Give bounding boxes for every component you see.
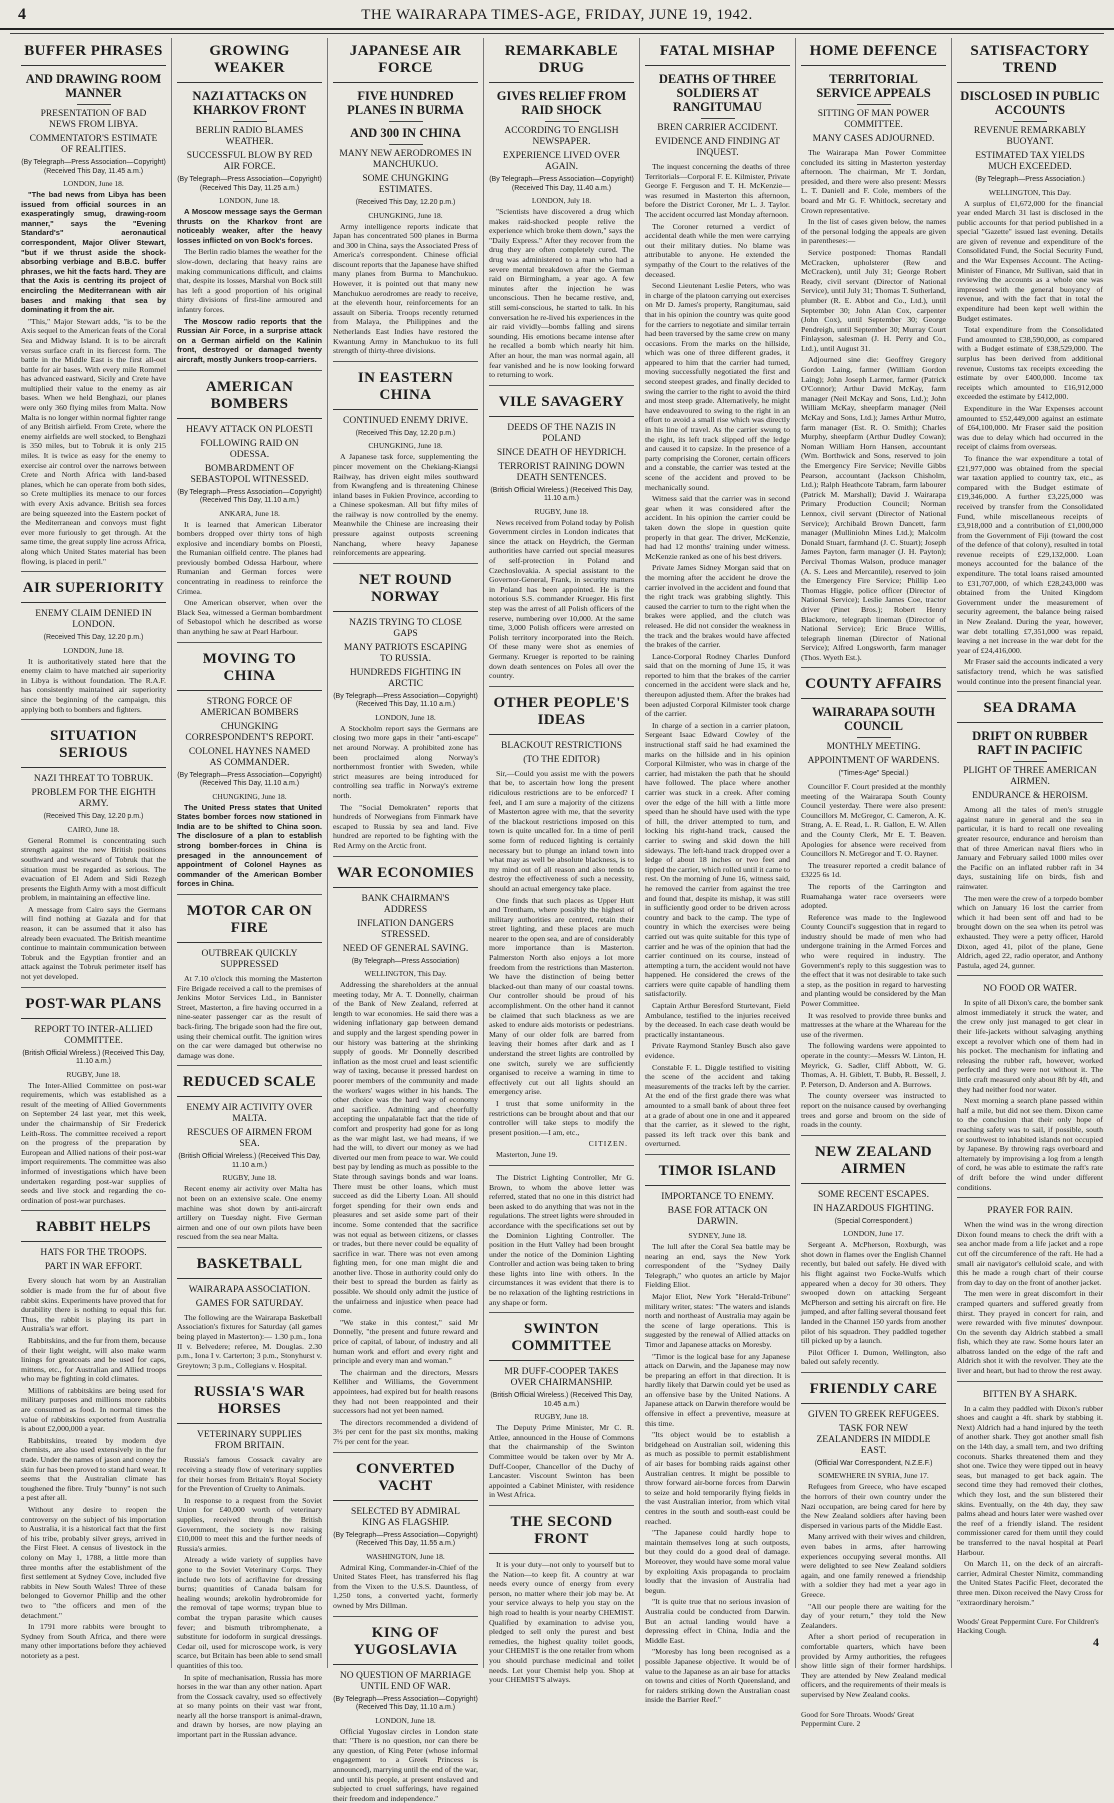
- article: [801, 43, 946, 662]
- column-5: [640, 38, 796, 1705]
- article-deck: COMMENTATOR'S ESTIMATE OF REALITIES.: [29, 134, 158, 155]
- wire-credit: (British Official Wireless.) (Received This Day, 11.10 a.m.): [178, 1153, 321, 1169]
- article-paragraph: The Coroner returned a verdict of accidental death while the men were carrying out their military duties. No blame was attributable to anyone. He extended the sympathy of the Court to the relatives of the deceased.: [645, 221, 790, 279]
- article-headline: AIR SUPERIORITY: [21, 580, 166, 603]
- article-paragraph: Among all the tales of men's struggle against nature in general and the sea in particular, it is hard to recall one revealing greater resource, endurance and heroism than that of three American naval fliers who in January and February sailed 1000 miles over the Pacific on an inflated rubber raft in 34 days, sustaining life on birds, fish and rainwater.: [957, 805, 1103, 891]
- letter-place-date: Masterton, June 19.: [496, 1150, 558, 1160]
- article-deck: BANK CHAIRMAN'S ADDRESS: [361, 893, 450, 915]
- article-deck: DEEDS OF THE NAZIS IN POLAND: [507, 422, 616, 444]
- article-paragraph: Mr Fraser said the accounts indicated a very satisfactory trend, which he was satisfied would continue into the present financial year.: [957, 657, 1103, 686]
- article-headline: CONVERTED VACHT: [333, 1461, 478, 1501]
- article-paragraph: After a short period of recuperation in comfortable quarters, which have been provided by Army authorities, the refugees show little sign of their former hardships. They are attended by New Zealand medical officers, and the requirements of their meals is supervised by New Zealand cooks.: [801, 1632, 946, 1699]
- column-1: [16, 38, 172, 1668]
- letter-signature: CITIZEN.: [588, 1139, 628, 1149]
- article-paragraph: The county overseer was instructed to report on the nuisance caused by overhanging trees and gorse and broom on the side of roads in the county.: [801, 1091, 946, 1130]
- article-headline: THE SECOND FRONT: [489, 1514, 634, 1554]
- article-paragraph: Russia's famous Cossack cavalry are receiving a steady flow of veterinary supplies for their horses from Britain's Royal Society for the Prevention of Cruelty to Animals.: [177, 1455, 322, 1494]
- article-paragraph: In response to a request from the Soviet Union for £40,000 worth of veterinary supplies, received through the British Government, the society is now raising £10,000 to meet this and the further needs of Russia's armies.: [177, 1495, 322, 1553]
- dateline: WASHINGTON, June 18.: [366, 1551, 445, 1561]
- article-paragraph: It is authoritatively stated here that the enemy claim to have matched air superiority in Libya is without foundation. The R.A.F. has consistently maintained air superiority since the beginning of the campaign, this applying both to bombers and fighters.: [21, 656, 166, 714]
- article-deck: BITTEN BY A SHARK.: [982, 1389, 1078, 1400]
- wire-credit: (Received This Day, 12.20 p.m.): [43, 634, 144, 642]
- article-subheadline: NAZI ATTACKS ON KHARKOV FRONT: [192, 89, 307, 117]
- newspaper-title: THE WAIRARAPA TIMES-AGE, FRIDAY, JUNE 19, 1942.: [361, 7, 753, 23]
- article: [21, 571, 166, 714]
- article-deck: GAMES FOR SATURDAY.: [195, 1298, 304, 1309]
- article-paragraph: General Rommel is concentrating such strength against the new British positions southward and westward of Tobruk that the situation must be regarded as serious. The evacuation of El Adem and Sidi Rezegh presents the Eighth Army with a most difficult problem, in maintaining an effective line.: [21, 835, 166, 903]
- article: [21, 719, 166, 981]
- article-paragraph: A Japanese task force, supplementing the pincer movement on the Chekiang-Kiangsi Railway, has driven eight miles southward from Kwangfeng and is threatening Chinese inland bases in Fukien Province, according to a Chinese spokesman. All but fifty miles of the railway is now controlled by the enemy. Meanwhile the Chinese are increasing their pressure against outposts screening Nanchang, where heavy Japanese reinforcements are appearing.: [333, 452, 478, 558]
- article-paragraph: A message from Cairo says the Germans will find nothing at Gazala and for that reason, it can be assumed that it also has already been evacuated. The British meantime continue to maintain communication between Tobruk and the Egyptian frontier and an attack against the Tobruk perimeter itself has not yet developed.: [21, 904, 166, 982]
- article-deck: MONTHLY MEETING.: [826, 742, 921, 753]
- corner-number: 4: [1093, 1635, 1099, 1650]
- article-subheadline: AND DRAWING ROOM MANNER: [25, 72, 162, 100]
- dateline: CHUNGKING, June 18.: [368, 441, 443, 451]
- dateline: RUGBY, June 18.: [222, 1173, 277, 1183]
- article-paragraph: Rabbitskins, and the fur from them, because of their light weight, will also make warm linings for greatcoats and be used for caps, mittens, etc., for Australian and Allied troops who may be fighting in cold climates.: [21, 1335, 166, 1384]
- article: [645, 43, 790, 1149]
- article: [177, 1065, 322, 1242]
- article-paragraph: The lull after the Coral Sea battle may be nearing an end, says the New York correspondent of the "Sydney Daily Telegraph," who quotes an article by Major Fielding Eliot.: [645, 1241, 790, 1290]
- article-paragraph: A surplus of £1,672,000 for the financial year ended March 31 last is disclosed in the public accounts for that period published in a special "Gazette" issued last evening. Details are given of revenue and expenditure of the Consolidated Fund, the Social Security Fund, and the War Expenses Account. The Acting-Minister of Finance, Mr Sullivan, said that in reviewing the accounts as a whole one was impressed with the general buoyancy of revenue, and with the fact that in total the expenditure had been kept well within the Budget estimates.: [957, 198, 1103, 323]
- article-paragraph: Refugees from Greece, who have escaped the horrors of their own country under the Nazi occupation, are being cared for here by the New Zealand soldiers after having been dispersed in various parts of the Middle East.: [801, 1482, 946, 1530]
- article-headline: TIMOR ISLAND: [645, 1163, 790, 1186]
- wire-credit: (By Telegraph—Press Association—Copyright) (Received This Day, 11.10 a.m.): [177, 771, 322, 788]
- article-paragraph: "Moresby has long been recognised as a possible Japanese objective. It would be of value to the Japanese as an air base for attacks on towns and cities of North Queensland, and for raiders striking down the Australian coast inside the Barrier Reef.": [645, 1647, 790, 1705]
- article-paragraph: Sir,—Could you assist me with the powers that be, to ascertain how long the present ridiculous restrictions are to be enforced? I feel, and I am sure a majority of the citizens of Masterton agree with me, that the severity of the blackout restrictions imposed on this town is quite uncalled for. In a time of peril some form of reduced lighting is certainly necessary but to plunge an inland town into what may as well be absolute blackness, is to my mind out of all reason and also tends to destroy the effectiveness of such a necessity, should an actual emergency take place.: [489, 768, 634, 893]
- article-paragraph: The Berlin radio blames the weather for the slow-down, declaring that heavy rains are making communications difficult, and claims that, despite its losses, Marshal von Bock still has left a good proportion of his original thirty divisions of first-line armoured and infantry forces.: [177, 247, 322, 314]
- article-paragraph: Adjourned sine die: Geoffrey Gregory Gordon Laing, farmer (William Gordon Laing); John Joseph Larmer, farmer (Patrick O'Connor); Arthur David McKay, farm manager (Neil McKay and Sons, Ltd.); John William McKay, sheepfarm manager (Neil McKay and Sons, Ltd.); James Arthur Mutro, farm manager (Est. R. O. Smith); Charles Murphy, sheepfarm (Arthur Dudley Cowan); Noman William Horn Hansen, accountant (Wm. Borthwick and Sons, reserved to join the Emergency Fire Service; Neville Gibbs Pearson, accountant (Jackson Chisholm, Ltd.); Ralph Heathcote Tabram, farm labourer (Patrick M. Marshall); David J. Wairarapa Primary Production Council; Norman Lennox, civil servant (Director of National Service); Archibald Brown Dancett, farm manager (Mulliniohn Mines Ltd.); Malcolm Donald Stuart, farmhand (J. C. Stuart); Joseph James Payton, farm manager (J. H. Payton); Percival Thomas Walson, produce manager (A. S. Lees and Mercantile), reserved to join the Emergency Fire Service; Phillip Leo Thomas Higgie, police officer (Director of National Service); Leslie James Coe, tractor driver (Pinet Bros.); Robert Henry Blackmore, telegraph lineman (Director of National Service); Eric Bruce Willis, telegraph lineman (Director of National Service); Alfred Longsworth, farm manager (Thos. Wyeth Est.).: [801, 355, 946, 662]
- article-paragraph: "This," Major Stewart adds, "is to be the Axis sequel to the American feats of the Coral Sea and Midway Island. It is to be aircraft versus surface craft in its fiercest form. The battle in the Middle East is the first all-out battle for air bases. With every mile Rommel has advanced eastward, Sicily and Crete have multiplied their value to the enemy as air bases. When we held Benghazi, our planes were only 360 flying miles from Malta. Now Malta is no longer within normal fighter range of any British airfield. From Crete, where the enemy airfields are well stocked, to Benghazi is 350 miles, but to Tobruk it is only 215 miles. It is twice as easy for the enemy to exercise air control over the narrows between Crete and North Africa with land-based planes, which he can operate from both sides, so Crete multiplies its menace to our forces with every Axis advance. British sea forces are being squeezed into the Eastern pocket of the Mediterranean and convoys must fight ever more furiously to get through. At the same time, the great supply line across Africa, along which United States material has been flowing, is placed in peril.": [21, 316, 166, 566]
- article-deck: HATS FOR THE TROOPS.: [40, 1248, 147, 1259]
- article-deck: COLONEL HAYNES NAMED AS COMMANDER.: [188, 746, 311, 768]
- article-headline: NEW ZEALAND AIRMEN: [801, 1144, 946, 1184]
- article-subheadline: TERRITORIAL SERVICE APPEALS: [816, 72, 931, 100]
- article-deck: MANY NEW AERODROMES IN MANCHUKUO.: [339, 149, 472, 170]
- article-deck: APPOINTMENT OF WARDENS.: [807, 756, 940, 767]
- wire-credit: (By Telegraph—Press Association—Copyright) (Received This Day, 11.40 a.m.): [489, 176, 634, 192]
- article-subheadline: FIVE HUNDRED PLANES IN BURMA: [347, 89, 464, 117]
- article-paragraph: Total expenditure from the Consolidated Fund amounted to £38,590,000, as compared with a Budget estimate of £38,529,000. The surplus has been derived from additional revenue, Customs tax receipts exceeding the estimate by over £400,000. Income tax receipts which amounted to £16,912,000 exceeded the estimate by £412,000.: [957, 325, 1103, 402]
- article-deck: ENEMY AIR ACTIVITY OVER MALTA.: [186, 1103, 313, 1125]
- article-headline: HOME DEFENCE: [801, 43, 946, 66]
- article-deck: ESTIMATED TAX YIELDS MUCH EXCEEDED.: [975, 151, 1085, 172]
- article-deck: ENEMY CLAIM DENIED IN LONDON.: [35, 609, 152, 631]
- article-subheadline: DRIFT ON RUBBER RAFT IN PACIFIC: [972, 729, 1088, 758]
- article-paragraph: In a calm they paddled with Dixon's rubber shoes and caught a 4ft. shark by stabbing it. Next) Aldrich had a hand injured by the teeth of another shark. They got another small fish on the 14th day, a small tern, and two drifting coconuts. Sharks threatened them and they shot one. Twice they were tipped out in heavy seas, but managed to get back again. The second time they had removed their clothes, which they lost, and the sun blistered their skins. Eventually, on the 4th day, they saw palms ahead and hours later were washed over the reef of a friendly island. The resident commissioner cared for them until they could be transferred to the naval hospital at Pearl Harbour.: [957, 1403, 1103, 1557]
- article-headline: REDUCED SCALE: [177, 1074, 322, 1097]
- article-headline: POST-WAR PLANS: [21, 996, 166, 1019]
- article-paragraph: Private Raymond Stanley Busch also gave evidence.: [645, 1041, 790, 1061]
- article-paragraph: Every slouch hat worn by an Australian soldier is made from the fur of about five rabbit skins. Experiments have proved that for durability there is nothing to equal this fur. Thus, the rabbit is playing its part in Australia's war effort.: [21, 1276, 166, 1334]
- article-paragraph: "Timor is the logical base for any Japanese attack on Darwin, and the Japanese may now be preparing an effort in that direction. It is hardly likely that Darwin could yet be used as an offensive base by the United Nations. A Japanese attack on Darwin therefore would be offensive in effect a preventive, measure at this time.: [645, 1351, 790, 1428]
- article-deck: (TO THE EDITOR): [523, 754, 600, 765]
- wire-credit: (By Telegraph—Press Association—Copyright) (Received This Day, 11.45 a.m.): [21, 159, 166, 175]
- headline-rule: [77, 104, 111, 105]
- article-paragraph: In spite of all Dixon's care, the bomber sank almost immediately it struck the water, and the crew only just managed to get clear in their life-jackets without salvaging anything except a revolver which one of them had in his pocket. The mechanism for inflating and releasing the rubber raft, however, worked perfectly and they were not without it. The little craft measured only about 8ft by 4ft, and they had neither food nor water.: [957, 998, 1103, 1094]
- dateline: LONDON, June 18.: [63, 179, 124, 188]
- article: [333, 43, 478, 356]
- article-paragraph: Witness said that the carrier was in second gear when it was considered after the accident. In his opinion the carrier could be taken down the slope in question quite properly in that gear. The driver, McKenzie, had had 12 months' training under witness. McKenzie ranked as one of his best drivers.: [645, 494, 790, 561]
- article-headline: BUFFER PHRASES: [21, 43, 166, 66]
- wire-credit: (British Official Wireless.) (Received This Day, 11.10 a.m.): [22, 1049, 165, 1066]
- dateline: LONDON, June 18.: [63, 645, 124, 655]
- article-paragraph: The Wairarapa Man Power Committee concluded its sitting in Masterton yesterday afternoon. The chairman, Mr T. Jordan, presided, and there were also present: Messrs L. T. Daniell and F. Cole, members of the board and Mr G. F. Whitlock, secretary and Crown representative.: [801, 148, 946, 215]
- masthead-rule: [10, 33, 1104, 34]
- article-headline: SWINTON COMMITTEE: [489, 1321, 634, 1361]
- headline-rule: [857, 104, 891, 105]
- article-headline: KING OF YUGOSLAVIA: [333, 1625, 478, 1665]
- article-deck: ACCORDING TO ENGLISH NEWSPAPER.: [504, 126, 619, 147]
- article-deck: GIVEN TO GREEK REFUGEES.: [807, 1409, 940, 1420]
- article-paragraph: Pilot Officer I. Dumon, Wellington, also baled out safely recently.: [801, 1347, 946, 1367]
- article: [957, 691, 1103, 970]
- article-paragraph: On March 11, on the deck of an aircraft-carrier, Admiral Chester Nimitz, commanding the United States Pacific Fleet, decorated the three men. Dixon received the Navy Cross for "extraordinary heroism.": [957, 1559, 1103, 1607]
- headline-rule: [1013, 761, 1047, 762]
- article-paragraph: The directors recommended a dividend of 3½ per cent for the past six months, making 7½ per cent for the year.: [333, 1417, 478, 1446]
- headline-rule: [1013, 121, 1047, 122]
- article-deck: MR DUFF-COOPER TAKES OVER CHAIRMANSHIP.: [504, 1367, 619, 1389]
- dateline: SYDNEY, June 18.: [688, 1230, 747, 1240]
- masthead: [0, 0, 1114, 30]
- article-deck: SUCCESSFUL BLOW BY RED AIR FORCE.: [186, 151, 313, 172]
- article-deck: EXPERIENCE LIVED OVER AGAIN.: [502, 151, 621, 172]
- article-paragraph: In the list of cases given below, the names of the personal lodging the appeals are given in parentheses:—: [801, 217, 946, 246]
- article-deck: REVENUE REMARKABLY BUOYANT.: [973, 126, 1087, 147]
- article-paragraph: Captain Arthur Beresford Sturtevant, Field Ambulance, testified to the injuries received by the deceased. In each case death would be practically instantaneous.: [645, 1001, 790, 1039]
- article-subheadline: WAIRARAPA SOUTH COUNCIL: [811, 705, 936, 734]
- article: [801, 1372, 946, 1700]
- article-paragraph: To finance the war expenditure a total of £21,977,000 was obtained from the special war taxation applied to country tax, etc., as compared with the Budget estimate of £19,346,000. A further £3,225,000 was received by transfer from the Consolidated Fund, while miscellaneous receipts of £3,918,000 and a contribution of £1,000,000 from the Government of Fiji (toward the cost of the defence of that colony), resulted in total revenue receipts of £29,132,000. Loan moneys accounted for the balance of the expenditure. The total loans raised amounted to £31,707,000, of which £28,243,000 was obtained from the United Kingdom Government under the measurement of security agreement, the balance being raised in New Zealand. During the year, however, war debt totalling £7,351,000 was repaid, leaving a net increase in the war debt for the year of £24,416,000.: [957, 453, 1103, 655]
- wire-credit: (Received This Day, 12.20 p.m.): [43, 813, 144, 821]
- article: [21, 987, 166, 1206]
- wire-credit: (Official War Correspondent, N.Z.E.F.): [814, 1459, 933, 1467]
- article: [333, 361, 478, 558]
- article: [489, 1312, 634, 1500]
- article-deck: BLACKOUT RESTRICTIONS: [501, 740, 622, 751]
- article-paragraph: Admiral King, Commander-in-Chief of the United States Fleet, has transferred his flag from the Vixen to the U.S.S. Dauntless, of 1,250 tons, a converted yacht, formerly owned by Mrs Dillman.: [333, 1562, 478, 1610]
- article-headline: WAR ECONOMIES: [333, 865, 478, 888]
- article: [177, 894, 322, 1060]
- article-subheadline: AND 300 IN CHINA: [350, 126, 461, 140]
- article-deck: IMPORTANCE TO ENEMY.: [661, 1191, 774, 1202]
- advertisement: Good for Sore Throats. Woods' Great Peppermint Cure. 2: [801, 1709, 915, 1728]
- wire-credit: (By Telegraph—Press Association): [351, 957, 460, 965]
- headline-rule: [233, 121, 267, 122]
- article: [489, 385, 634, 681]
- article-paragraph: The Deputy Prime Minister, Mr C. R. Attlee, announced in the House of Commons that the chairmanship of the Swinton Committee would be taken over by Mr A. Duff-Cooper, Chancellor of the Duchy of Lancaster. Viscount Swinton has been appointed a Cabinet Minister, with residence in West Africa.: [489, 1423, 634, 1500]
- article-paragraph: Official Yugoslav circles in London state that: "There is no question, nor can there be any question, of King Peter (whose informal engagement to a Greek Princess is announced), marrying until the end of the war, and until his people, at present enslaved and subjected to cruel sufferings, have regained their freedom and independence.": [333, 1726, 478, 1803]
- article-paragraph: The Inter-Allied Committee on post-war requirements, which was established as a result of the meeting of Allied Governments on September 24 last year, met this week, under the chairmanship of Sir Frederick Leith-Ross. The committee received a report on the progress of the preparation by European and Allied nations of their post-war import requirements. The committee was also informed of investigations which have been undertaken regarding post-war supplies of seeds and live stock and regarding the co-ordination of post-war purchases.: [21, 1080, 166, 1205]
- article-headline: SITUATION SERIOUS: [21, 728, 166, 768]
- dateline: RUGBY, June 18.: [534, 1412, 589, 1422]
- article-deck: HUNDREDS FIGHTING IN ARCTIC: [349, 667, 462, 689]
- wire-credit: (By Telegraph—Press Association—Copyright) (Received This Day, 11.10 a.m.): [333, 1695, 478, 1712]
- article-deck: TERRORIST RAINING DOWN DEATH SENTENCES.: [498, 461, 625, 483]
- article-paragraph: Rabbitskins, treated by modern dye chemists, are also used extensively in the fur trade. Under the names of jason and coney the skin fur has been proved to stand hard wear. It seems that the Australian climate has toughened the fibre. Truly "bunny" is not such a pest after all.: [21, 1435, 166, 1503]
- article: [21, 1210, 166, 1660]
- article-paragraph: "It is quite true that no serious invasion of Australia could be conducted from Darwin. But an actual landing would have a depressing effect in China, India and the Middle East.: [645, 1597, 790, 1645]
- article-deck: SOME CHUNGKING ESTIMATES.: [362, 174, 449, 195]
- dateline: LONDON, June 18.: [375, 1715, 436, 1725]
- article-headline: NET ROUND NORWAY: [333, 572, 478, 612]
- article-paragraph: Lance-Corporal Rodney Charles Dunford said that on the morning of June 15, it was reported to him that the brakes of the carrier concerned in the accident were slack and he, thereupon adjusted them. After the brakes had been adjusted Corporal Kilmister took charge of the carrier.: [645, 651, 790, 719]
- article-deck: SOME RECENT ESCAPES.: [818, 1189, 929, 1200]
- dateline: LONDON, July 18.: [531, 196, 592, 205]
- article-deck: REPORT TO INTER-ALLIED COMMITTEE.: [34, 1024, 153, 1046]
- column-2: [172, 38, 328, 1740]
- article-paragraph: At 7.10 o'clock this morning the Masterton Fire Brigade received a call to the premises of Jenkins Motor Services Ltd., in Bannister Street, Masterton, a fire having occurred in a nine-seater passenger car as the result of back-firing. The brigade soon had the fire out, using their chemical outfit. The ignition wires on the car were damaged but otherwise no damage was done.: [177, 973, 322, 1060]
- article-deck: NO FOOD OR WATER.: [983, 984, 1077, 995]
- headline-rule: [701, 118, 735, 119]
- article-headline: COUNTY AFFAIRS: [801, 676, 946, 699]
- article-deck: RESCUES OF AIRMEN FROM SEA.: [187, 1128, 312, 1150]
- article-paragraph: Service postponed: Thomas Randall McCracken, upholsterer (Rew and McCracken), until July 31; George Robert Ready, civil servant (Director of National Service), until July 31; Thomas T. Sutherland, plumber (R. E. Abbot and Co., Ltd.), until September 30; John Alan Cox, carpenter (John Cox), until September 30; George Pendreigh, until September 30; Murray Court Finlayson, salesman (J. H. Perry and Co., Ltd.), until August 31.: [801, 247, 946, 353]
- dateline: CHUNGKING, June 18.: [212, 791, 287, 801]
- article-headline: MOTOR CAR ON FIRE: [177, 903, 322, 943]
- article-paragraph: Many arrived with their wives and children, even babes in arms, after harrowing experiences occupying several months. All were delighted to see New Zealand soldiers again, and one family renewed a friendship with a soldier they had met a year ago in Greece.: [801, 1532, 946, 1599]
- article-deck: IN HAZARDOUS FIGHTING.: [813, 1203, 934, 1214]
- article-deck: PART IN WAR EFFORT.: [44, 1262, 143, 1273]
- article: [333, 856, 478, 1447]
- article-deck: CONTINUED ENEMY DRIVE.: [343, 415, 468, 426]
- article-headline: FRIENDLY CARE: [801, 1381, 946, 1404]
- dateline: WELLINGTON, This Day.: [364, 969, 447, 979]
- article-paragraph: Councillor F. Court presided at the monthly meeting of the Wairarapa South County Council yesterday. There were also present: Councillors M. McGregor, C. Cameron, A. K. Strang, A. E. Read, L. R. Gallon, E. W. Allen and the County Clerk, Mr E. T. Beaven. Apologies for absence were received from Councillors N. McGregor and T. O. Rayner.: [801, 781, 946, 859]
- article: [333, 1616, 478, 1803]
- article-paragraph: Major Eliot, New York "Herald-Tribune" military writer, states: "The waters and islands north and northeast of Australia may again be the scene of large operations. This is suggested by the renewal of Allied attacks on Timor and Japanese attacks on Moresby.: [645, 1291, 790, 1349]
- article: [177, 1375, 322, 1739]
- article-paragraph: In charge of a section in a carrier platoon, Sergeant Isaac Edward Cowley of the instructional staff said he had examined the marks on the hillside and in his opinion Corporal Kilmister, who was in charge of the carrier, had mistaken the path that he should have followed. The place where another carrier was stuck in a creek. After coming over the edge of the hill with a little more speed than he should have used with the type of hill, the driver attempted to turn, and locking his right-hand track, caused the carrier to swing and skid down the hill sideways. The left-hand track dropped over a ledge of about 18 inches or two feet and tipped the carrier, which rolled until it came to rest. On the morning of June 16, witness said, he removed the carrier from against the tree and found that, despite its mishap, it was still in sufficiently good order to be driven across country and back to the camp. The type of country in which the exercises were being carried out was quite suitable for this type of carrier and he was of the opinion that had the carrier continued on its course, instead of attempting a turn, the accident would not have happened. He considered the crews of the carriers were quite capable of handling them satisfactorily.: [645, 720, 790, 999]
- article-paragraph: When the wind was in the wrong direction Dixon found means to check the drift with a sea anchor made from a life jacket and a rope cut off the circumference of the raft. He had a small air navigator's celluloid scale, and with this he made a rough chart of their course from day to day on the front of another jacket.: [957, 1220, 1103, 1287]
- article-paragraph: The Moscow radio reports that the Russian Air Force, in a surprise attack on a German airfield on the Kalinin front, destroyed or damaged twenty aircraft, mostly Junkers troop-carriers.: [177, 316, 322, 364]
- article-deck: BREN CARRIER ACCIDENT.: [657, 123, 778, 133]
- wire-credit: (By Telegraph—Press Association—Copyright) (Received This Day, 11.10 a.m.): [333, 692, 478, 709]
- article-paragraph: Already a wide variety of supplies have gone to the Soviet Veterinary Corps. They include two lots of acriflavine for dressing burns; quantities of Canada balsam for healing wounds; arekolin hydrobromide for the removal of tape worms; trypan blue to combat the trypan parasite which causes fever; and bismuth tribromphenate, a substitute for iodoform in surgical dressings. Cedar oil, used for microscope work, is very scarce, but Britain has been able to send small quantities of this too.: [177, 1555, 322, 1670]
- wire-credit: (By Telegraph—Press Association—Copyright) (Received This Day, 11.55 a.m.): [333, 1531, 478, 1548]
- article-paragraph: Sergeant A. McPherson, Roxburgh, was shot down in flames over the English Channel recently, but baled out safely. He dived with his flight against two Focke-Wulfs which appeared when a decoy for 30 others. They swooped down on attacking Sergeant McPherson and setting his aircraft on fire. He jumped, and after falling several thousand feet landed in the Channel 150 yards from another pilot of his squadron. They paddled together till picked up by a launch.: [801, 1240, 946, 1346]
- article-headline: SEA DRAMA: [957, 700, 1103, 723]
- dateline: RUGBY, June 18.: [66, 1069, 121, 1079]
- article-paragraph: "The bad news from Libya has been issued from official sources in an exasperatingly smug, drawing-room manner," says the "Evening Standard's" aeronautical correspondent, Major Oliver Stewart, "but if we thrust aside the shock-absorbing verbiage and B.B.C. buffer phrases, we hit the facts hard. They are that the Axis is centring its project of encircling the Mediterranean with air bases and making that sea by dominating it from the air.: [21, 190, 166, 315]
- article-deck: BASE FOR ATTACK ON DARWIN.: [667, 1205, 768, 1227]
- article-deck: SITTING OF MAN POWER COMMITTEE.: [817, 109, 930, 130]
- article: [333, 1452, 478, 1611]
- article-paragraph: "All our people there are waiting for the day of your return," they told the New Zealanders.: [801, 1601, 946, 1630]
- article-deck: MANY PATRIOTS ESCAPING TO RUSSIA.: [343, 642, 468, 664]
- article-paragraph: A Stockholm report says the Germans are closing two more gaps in their "anti-escape" net around Norway. A prohibited zone has been proclaimed along Norway's northernmost frontier with Sweden, while strict measures are being introduced for controlling sea traffic in Norway's extreme north.: [333, 723, 478, 800]
- advertisement: Woods' Great Peppermint Cure. For Children's Hacking Cough.: [957, 1617, 1099, 1636]
- article-paragraph: Millions of rabbitskins are being used for military purposes and millions more rabbits are consumed as food. In normal times the value of rabbitskins exported from Australia is about £2,000,000 a year.: [21, 1385, 166, 1434]
- article-deck: BOMBARDMENT OF SEBASTOPOL WITNESSED.: [190, 463, 309, 485]
- article-paragraph: The reports of the Carrington and Ruamahanga water race overseers were adopted.: [801, 881, 946, 911]
- article-subheadline: GIVES RELIEF FROM RAID SHOCK: [496, 89, 627, 117]
- article-paragraph: The following are the Wairarapa Basketball Association's fixtures for Saturday (all games being played in Masterton):— 1.30 p.m., Iona II v. Belvedere; referee, M. Douglas. 2.30 p.m., Iona I v. Carterton; 3 p.m., Stonyhurst v. Greytown; 3 p.m., Collegians v. Hospital.: [177, 1312, 322, 1370]
- article: [957, 1381, 1103, 1607]
- article-paragraph: The following wardens were appointed to operate in the county:—Messrs W. Linton, H. Meyrick, G. Sadler, Cliff Abbott, W. G. Thomas, A. H. Giblett, T. Bubb, R. Bessell, J. P. Peterson, D. Anderson and A. Burrows.: [801, 1041, 946, 1089]
- wire-credit: ("Times-Age" Special.): [838, 770, 909, 778]
- article-paragraph: "The Japanese could hardly hope to maintain themselves long at such outposts, but they could do a good deal of damage. Moreover, they would have some moral value by exploiting Axis propaganda to proclaim loudly that the invasion of Australia had begun.: [645, 1528, 790, 1595]
- article-subheadline: DISCLOSED IN PUBLIC ACCOUNTS: [960, 89, 1100, 117]
- article: [489, 686, 634, 1160]
- article-headline: RABBIT HELPS: [21, 1219, 166, 1242]
- article-deck: BERLIN RADIO BLAMES WEATHER.: [195, 126, 304, 147]
- dateline: LONDON, June 18.: [219, 196, 280, 205]
- wire-credit: (Special Correspondent.): [834, 1217, 913, 1225]
- article-deck: FOLLOWING RAID ON ODESSA.: [200, 438, 299, 460]
- article-deck: SINCE DEATH OF HEYDRICH.: [496, 447, 627, 458]
- article-paragraph: Reference was made to the Inglewood County Council's suggestion that in regard to industry should be made of men who had undergone training in the Armed Forces and who were required in industry. The Government's reply to this suggestion was to the effect that it was not desirable to take such a step, as the position in regard to harvesting and planting would be considered by the Man Power Committee.: [801, 912, 946, 1009]
- dateline: CAIRO, June 18.: [67, 824, 120, 834]
- article-paragraph: It is your duty—not only to yourself but to the Nation—to keep fit. A country at war needs every ounce of energy from every person, no matter where their job may be. At your service always to help you stay on the high road to health is your nearby CHEMIST. Qualified by examination to advise you, pledged to sell only the purest and best remedies, the highest quality toilet goods, your CHEMIST is the one retailer from whom you should purchase medicinal and toilet needs. Let your Chemist help you. Shop at your CHEMIST'S always.: [489, 1560, 634, 1685]
- article-paragraph: The chairman and the directors, Messrs Kelliher and Williams, the Government appointees, had expired but for health reasons they had not been reappointed and their successors had not yet been named.: [333, 1367, 478, 1416]
- article: [957, 1197, 1103, 1376]
- article: [333, 563, 478, 851]
- wire-credit: (Received This Day, 12.20 p.m.): [355, 199, 456, 206]
- article: [801, 1135, 946, 1367]
- article-headline: MOVING TO CHINA: [177, 651, 322, 691]
- article: [177, 370, 322, 637]
- article-paragraph: "We stake in this contest," said Mr Donnelly, "the present and future reward and price of capital, of labour, of industry and all human work and effort and every right and principle and every man and woman.": [333, 1317, 478, 1366]
- article-paragraph: The inquest concerning the deaths of three Territorials—Corporal F. E. Kilmister, Private George F. Ferguson and T. H. McKenzie—was resumed in Masterton this afternoon, before the District Coroner, Mr L. J. Taylor. The accident occurred last Monday afternoon.: [645, 162, 790, 219]
- article-headline: FATAL MISHAP: [645, 43, 790, 66]
- dateline: RUGBY, June 18.: [534, 506, 589, 516]
- article: [177, 1247, 322, 1371]
- article: [957, 975, 1103, 1192]
- article-deck: PLIGHT OF THREE AMERICAN AIRMEN.: [963, 766, 1097, 788]
- headline-rule: [545, 121, 579, 122]
- article-paragraph: Next morning a search plane passed within half a mile, but did not see them. Dixon came to the conclusion that their only hope of reaching safety was to sail, if possible, south or southwest to inhabited islands not occupied by Japanese. By throwing rags overboard and alternately by improvising a log from a length of cord, he was able to estimate the raft's rate of drift before the wind under different conditions.: [957, 1096, 1103, 1192]
- article-paragraph: News received from Poland today by Polish Government circles in London indicates that since the attack on Heydrich, the German authorities have carried out special measures of self-protection in Poland and Czechoslovakia. A special assistant to the Governor-General, Frank, in security matters in Poland has been appointed. He is the notorious S.S. commander Krueger. His first step was the arrest of all Polish officers of the reserve, numbering over 10,000. At the same time, 3,000 Polish officers were arrested on Polish territory incorporated into the Reich. Of these many were shot as enemies of Germany. Krueger is reported to be raining down death sentences on Poles all over the country.: [489, 517, 634, 681]
- article-deck: INFLATION DANGERS STRESSED.: [357, 918, 454, 940]
- article-paragraph: In spite of mechanisation, Russia has more horses in the war than any other nation. Apart from the Cossack cavalry, used so effectively at so many points on their vast war front, nearly all the horse transport is animal-drawn, and drawn by horses, are now playing an important part in the Russian advance.: [177, 1672, 322, 1740]
- article-deck: NAZI THREAT TO TOBRUK.: [33, 774, 154, 785]
- article-deck: PRESENTATION OF BAD NEWS FROM LIBYA.: [40, 109, 147, 130]
- article-paragraph: The District Lighting Controller, Mr G. Brown, to whom the above letter was referred, stated that no one in this district had been asked to do anything that was not in the regulations. The street lights were shrouded in accordance with the specifications set out by the Dominion Lighting Controller. The position in the Hutt Valley had been brought under the notice of the Dominion Lighting Controller and action was being taken to bring these lights into line with others. In the circumstances it was evident that there is to be no relaxation of the lighting restrictions in any shape or form.: [489, 1172, 634, 1307]
- article-paragraph: Second Lieutenant Leslie Peters, who was in charge of the platoon carrying out exercises on Mr D. James's property, Rangitumau, said that in his opinion the country was quite good for the carriers to negotiate and similar terrain had been traversed by the same crew on many occasions. From the marks on the hillside, which was one of three different grades, it appeared to him that the carrier had turned, moving successfully negotiated the first and second steepest grades, and finally decided to swing the carrier to the right to avoid the third and most steep grade. Alternatively, he might have endeavoured to swing to the right in an effort to avoid a small rise which was directly in his line of travel. As the carrier swung to the right, its left track slipped off the ledge and caused it to capsize. In the presence of a party comprising the Coroner, certain officers and a constable, the carrier was tested at the scene of the accident and proved to be mechanically sound.: [645, 281, 790, 492]
- dateline: ANKARA, June 18.: [219, 508, 280, 518]
- wire-credit: (By Telegraph—Press Association.): [975, 176, 1085, 183]
- article-paragraph: Constable F. L. Diggle testified to visiting the scene of the accident and taking measurements of the tracks left by the carrier. At the end of the first grade there was what amounted to a small bank of about three feet at a grade of about one in one and it appeared that the carrier, as it slewed to the right, passed its left track over this bank and overturned.: [645, 1062, 790, 1149]
- article-paragraph: Addressing the shareholders at the annual meeting today, Mr A. T. Donnelly, chairman of the Bank of New Zealand, referred at length to war economies. He said there was a widening inflationary gap between demand and supply and the largest spending power in our history was battering at the shrinking supply of goods. Mr Donnelly described inflation as the most cruel and least scientific way of taxing, because it pressed hardest on poorer members of the community and made the workers' wages wither in his hands. The other choice was the hard way of economy and sacrifice. Admitting and cheerfully accepting the unpalatable fact that the tide of comfort and prosperity had gone for as long as the war might last, we had means, if we had the will, to divert our money as we had diverted our men from peace to war. We could best pay by lending as much as possible to the State through savings bonds and war loans. There must be other loans, which must succeed as did the Liberty Loan. All should forget spending for their own ends and pleasures and set aside some part of their income. Some contended that the sacrifice was not equal as between citizens, or classes or trades, but there never could be equality of sacrifice in war. There was not even among fighting men, for one man might die and another live. Those in authority could only do their best to spread the burden as fairly as possible. We should only admit the justice of the unfairness and injustice when peace had come.: [333, 980, 478, 1316]
- dateline: SOMEWHERE IN SYRIA, June 17.: [818, 1471, 929, 1481]
- article-headline: GROWING WEAKER: [177, 43, 322, 83]
- article-paragraph: One finds that such places as Upper Hutt and Trentham, where possibly the highest of military authorities are centred, retain their street lighting, and these places are much nearer to the open sea, and are of considerably more importance than is Masterton. Palmerston North also enjoys a lot more freedom from the restrictions than Masterton. We have the distinction of being better blacked-out than many of our coastal towns. Our controller should be proud of his accomplishment. On the other hand it cannot be claimed that such blackness as we are asked to endure aids motorists or pedestrians. Many of our older folk are barred from leaving their homes after dark and as I understand the street lights are controlled by one switch, surely we are sufficiently organised to receive a warning in time to effectively cut out all lights should an emergency arise.: [489, 895, 634, 1097]
- article: [957, 43, 1103, 686]
- article-headline: JAPANESE AIR FORCE: [333, 43, 478, 83]
- article-headline: RUSSIA'S WAR HORSES: [177, 1384, 322, 1424]
- article-paragraph: A Moscow message says the German thrusts on the Kharkov front are noticeably weaker, after the heavy losses inflicted on von Bock's forces.: [177, 207, 322, 245]
- article-paragraph: In 1791 more rabbits were brought to Sydney from South Africa, and there were many other importations before they achieved notoriety as a pest.: [21, 1622, 166, 1660]
- article-deck: NO QUESTION OF MARRIAGE UNTIL END OF WAR.: [339, 1670, 472, 1692]
- article-deck: STRONG FORCE OF AMERICAN BOMBERS: [200, 696, 299, 718]
- article-paragraph: The men were the crew of a torpedo bomber which on January 16 lost the carrier from which it had been sent off and had to be brought down on the sea when its petrol was exhausted. They were a petty officer, Harold Dixon, aged 41, pilot of the plane, Gene Aldrich, aged 22, radio operator, and Anthony Pastula, aged 24, gunner.: [957, 893, 1103, 970]
- article: [489, 1165, 634, 1307]
- article-deck: ENDURANCE & HEROISM.: [972, 791, 1088, 802]
- article-paragraph: "Scientists have discovered a drug which makes raid-shocked people relive the experience which broke them down," says the "Daily Express." After they recover from the drug they are often completely cured. The drug was administered to a man who had a severe mental breakdown after the German raid on Birmingham, a year ago. A few minutes after the injection he was unconscious. Then he became restive, and, still semi-conscious, he started to talk. In his conversation he re-lived his experiences in the air raid vividly—bombs falling and sirens sounding. His emotions became intense after he recalled a bomb which nearly hit him. After an hour, the man was normal again, all fear vanished and he is now looking forward to returning to work.: [489, 207, 634, 380]
- column-4: [484, 38, 640, 1685]
- article-deck: PRAYER FOR RAIN.: [987, 1206, 1073, 1217]
- article-headline: SATISFACTORY TREND: [957, 43, 1103, 83]
- article-paragraph: "Its object would be to establish a bridgehead on Australian soil, widening this as much as possible to permit establishment of air bases for bombing raids against other Australian centres. It might be possible to throw forward air-borne forces from Darwin to seize and hold temporarily flying fields in the vast Australian interior, from which vital centres in the south and south-east could be reached.: [645, 1430, 790, 1526]
- column-7: [952, 38, 1108, 1668]
- dateline: CHUNGKING, June 18.: [368, 210, 443, 220]
- article-paragraph: I trust that some uniformity in the restrictions can be brought about and that our controller will take steps to modify the present position.—I am, etc.,: [489, 1098, 634, 1137]
- dateline: LONDON, June 18.: [375, 712, 436, 722]
- article-deck: MANY CASES ADJOURNED.: [812, 134, 935, 144]
- article-headline: IN EASTERN CHINA: [333, 370, 478, 410]
- article-paragraph: It was resolved to provide three bunks and mattresses at the whare at the Whareau for the use of the rivermen.: [801, 1010, 946, 1039]
- article-headline: BASKETBALL: [177, 1256, 322, 1279]
- article-paragraph: Expenditure in the War Expenses account amounted to £52,449,000 against an estimate of £64,100,000. Mr Fraser said the position was due to delay which had occurred in the receipt of claims from overseas.: [957, 403, 1103, 452]
- headline-rule: [389, 121, 423, 122]
- article-paragraph: Private James Sidney Morgan said that on the morning after the accident he drove the carrier involved in the accident and found that the right track was grabbing slightly. This caused the carrier to turn to the right when the brakes were applied, and the clutch was released. He did not consider the weakness in the track and the brakes would have affected the brakes of the carrier.: [645, 563, 790, 650]
- article-paragraph: Army intelligence reports indicate that Japan has concentrated 500 planes in Burma and 300 in China, says the Associated Press of America's correspondent. Chinese official discount reports that the Japanese have shifted many planes from Burma to Manchukuo. However, it is pointed out that many new Manchukuo aerodromes are ready to receive, at the eleventh hour, reinforcements for an assault on Siberia. Troops recently returned from Malaya, the Philippines and the Netherlands East Indies have restored the Kwantung Army in Manchukuo to its full strength of thirty-three divisions.: [333, 221, 478, 356]
- article-paragraph: It is learned that American Liberator bombers dropped over thirty tons of high explosive and incendiary bombs on Ploesti, the Rumanian oilfield centre. The planes had previously bombed Odessa Harbour, where Rumanian and German forces were concentrating in readiness to reinforce the Crimea.: [177, 519, 322, 596]
- article-headline: AMERICAN BOMBERS: [177, 379, 322, 419]
- article-paragraph: The "Social Demokraten" reports that hundreds of Norwegians from Finmark have escaped to Russia by sea and land. Five hundred are reported to be fighting with the Red Army on the Arctic front.: [333, 802, 478, 850]
- article-headline: VILE SAVAGERY: [489, 394, 634, 417]
- article-deck: SELECTED BY ADMIRAL KING AS FLAGSHIP.: [351, 1506, 460, 1528]
- article: [177, 43, 322, 365]
- dateline: LONDON, June 17.: [843, 1229, 904, 1239]
- newspaper-columns: [16, 38, 1108, 1803]
- article: [645, 1154, 790, 1705]
- wire-credit: (British Official Wireless.) (Received This Day, 10.45 a.m.): [490, 1392, 633, 1408]
- article-deck: CHUNGKING CORRESPONDENT'S REPORT.: [185, 721, 314, 743]
- article-deck: VETERINARY SUPPLIES FROM BRITAIN.: [197, 1430, 302, 1452]
- headline-rule: [389, 144, 423, 145]
- article: [21, 43, 166, 566]
- article-deck: NAZIS TRYING TO CLOSE GAPS: [349, 617, 462, 639]
- article: [801, 667, 946, 1129]
- article-paragraph: The treasurer reported a credit balance of £3225 6s 1d.: [801, 860, 946, 880]
- page-number: 4: [18, 6, 26, 23]
- article-paragraph: Without any desire to reopen the controversy on the subject of his importation to Australia, it is a historical fact that the first of his tribe, probably silver greys, arrived in the First Fleet. A census of livestock in the colony on May 1, 1788, a little more than three months after the establishment of the first settlement at Sydney Cove, included five rabbits in New South Wales! Three of these belonged to Governor Phillip and the other two to "the officers and men of the detachment.": [21, 1505, 166, 1620]
- headline-rule: [857, 737, 891, 738]
- article-paragraph: The men were in great discomfort in their cramped quarters and suffered greatly from thirst. They prayed in concert for rain, and were rewarded with five minutes' downpour. On the seventh day Aldrich stabbed a small fish, which they ate raw. Some hours later an albatross landed on the edge of the raft and Aldrich shot it with the revolver. They ate the liver and heart, but had to throw the rest away.: [957, 1289, 1103, 1376]
- article-deck: OUTBREAK QUICKLY SUPPRESSED: [201, 948, 298, 970]
- article-headline: REMARKABLE DRUG: [489, 43, 634, 83]
- column-6: [796, 38, 952, 1728]
- article: [177, 642, 322, 889]
- article-deck: WAIRARAPA ASSOCIATION.: [188, 1284, 311, 1295]
- article-deck: PROBLEM FOR THE EIGHTH ARMY.: [31, 788, 156, 810]
- article: [489, 43, 634, 380]
- article-paragraph: Recent enemy air activity over Malta has not been on an extensive scale. One enemy machine was shot down by anti-aircraft artillery on Tuesday night. Five German airmen and one of our own pilots have been rescued from the sea near Malta.: [177, 1184, 322, 1242]
- wire-credit: (British Official Wireless.) (Received This Day, 11.10 a.m.): [490, 486, 633, 503]
- wire-credit: (Received This Day, 12.20 p.m.): [355, 429, 456, 437]
- article-headline: OTHER PEOPLE'S IDEAS: [489, 695, 634, 735]
- wire-credit: (By Telegraph—Press Association—Copyright) (Received This Day, 11.25 a.m.): [177, 176, 322, 192]
- wire-credit: (By Telegraph—Press Association—Copyright) (Received This Day, 11.10 a.m.): [177, 488, 322, 504]
- article-paragraph: One American observer, when over the Black Sea, witnessed a German bombardment of Sebastopol which he described as worse than anything he saw at Pearl Harbour.: [177, 598, 322, 637]
- article-deck: EVIDENCE AND FINDING AT INQUEST.: [655, 137, 780, 158]
- column-3: [328, 38, 484, 1803]
- article: [489, 1505, 634, 1685]
- article-deck: TASK FOR NEW ZEALANDERS IN MIDDLE EAST.: [816, 1423, 931, 1456]
- article-subheadline: DEATHS OF THREE SOLDIERS AT RANGITUMAU: [658, 72, 777, 114]
- dateline: WELLINGTON, This Day.: [988, 187, 1072, 197]
- article-deck: NEED OF GENERAL SAVING.: [342, 943, 469, 954]
- article-paragraph: The United Press states that United States bomber forces now stationed in India are to be shifted to China soon. The disclosure of a plan to establish strong bomber-forces in China is presaged in the announcement of appointment of Colonel Haynes as commander of the American Bomber forces in China.: [177, 802, 322, 889]
- article-deck: HEAVY ATTACK ON PLOESTI: [186, 424, 313, 435]
